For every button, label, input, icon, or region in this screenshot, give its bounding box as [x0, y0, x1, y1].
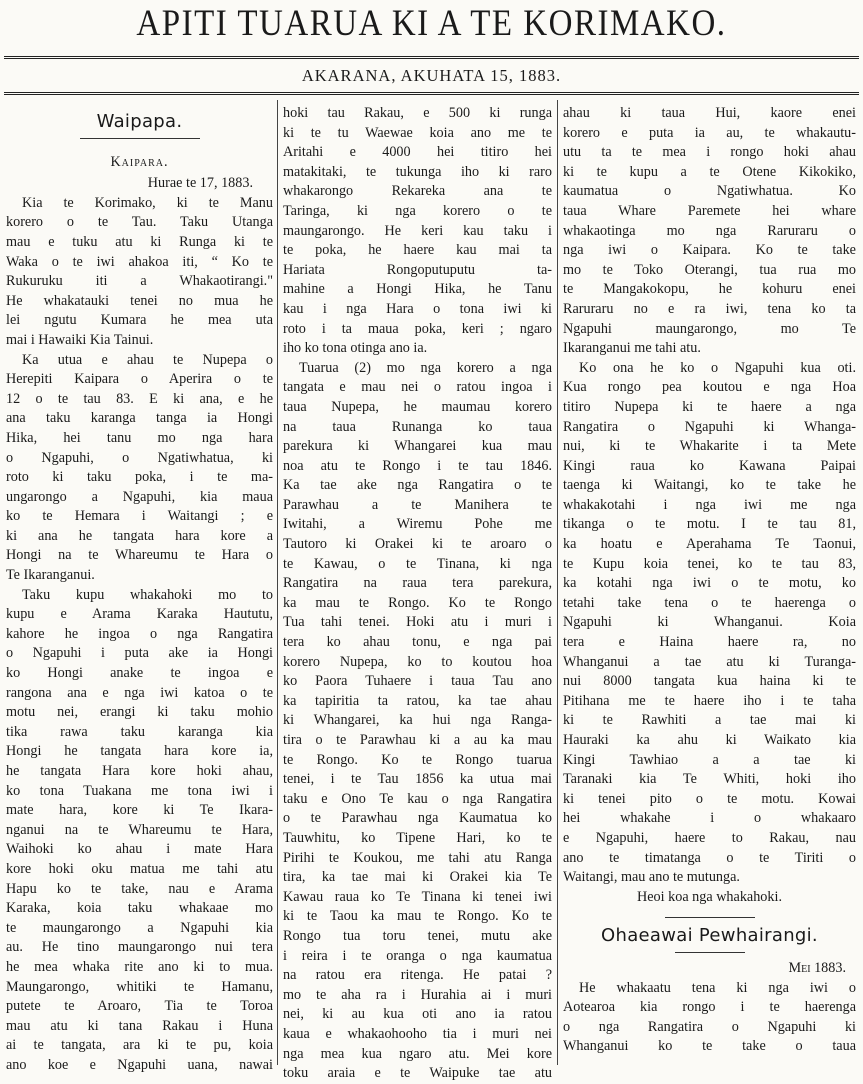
text-line: na taua Runanga ko taua — [283, 418, 552, 435]
text-line: ungarongo a Ngapuhi, kia maua — [6, 488, 273, 505]
text-line: ano koe e Ngapuhi uana, nawai — [6, 1056, 273, 1073]
section-heading-ohaeawai: Ohaeawai Pewhairangi. — [601, 925, 818, 947]
text-line: Hongi he tangata hara kore ia, — [6, 743, 273, 760]
text-line: ai te tangata, ara ki te pu, koia — [6, 1037, 273, 1054]
column-divider-1 — [277, 100, 278, 1065]
text-line: ki te tu Waewae koia ano me te — [283, 124, 552, 141]
text-line: nga mea kua ngaro atu. Mei kore — [283, 1045, 552, 1062]
section-heading-waipapa: Waipapa. — [96, 111, 183, 132]
text-line: toku araia e te Waipuke tae atu — [283, 1065, 552, 1082]
text-line: roto ki taku poka, i te ma- — [6, 469, 273, 486]
heading-rule-2 — [675, 952, 745, 953]
section-rule — [665, 917, 755, 918]
text-line: hoki tau Rakau, e 500 ki runga — [283, 105, 552, 121]
text-line: He whakatauki tenei no mua he — [6, 292, 273, 309]
text-line: ahau ki taua Hui, kaore enei — [563, 105, 856, 121]
text-line: Hapu ko te take, nau e Arama — [6, 880, 273, 897]
text-line: Kingi Tawhiao a a tae ki — [563, 751, 856, 768]
text-line: Pirihi te Koukou, me tahi atu Ranga — [283, 849, 552, 866]
text-line: ka tapiritia ta ratou, ka tae ahau — [283, 692, 552, 709]
text-line: ki tenei pito o te motu. Kowai — [563, 790, 856, 807]
text-line: Raruraru no e ra iwi, tena ko ta — [563, 300, 856, 317]
text-line: Aotearoa kia rongo i te haerenga — [563, 999, 856, 1016]
text-line: Ka tae ake nga Rangatira o te — [283, 477, 552, 494]
text-line: ki te Taou ka mau te Rongo. Ko te — [283, 908, 552, 925]
text-line: nui, ki te Whakarite i ta Mete — [563, 438, 856, 455]
text-line: te Mangakokopu, he kohuru enei — [563, 281, 856, 298]
text-line: putete te Aroaro, Tia te Toroa — [6, 998, 273, 1015]
text-line: te Rongo. Ko te Rongo tuarua — [283, 751, 552, 768]
text-line: o te Parawhau nga Kaumatua ko — [283, 810, 552, 827]
text-line: o Ngapuhi, o Ngatiwhatua, ki — [6, 449, 273, 466]
text-line: Waihoki ko ahau i mate Hara — [6, 841, 273, 858]
text-line: ko Hongi anake te ingoa e — [6, 665, 273, 682]
text-line: he tangata Hara kore hoki ahau, — [6, 763, 273, 779]
dateline: AKARANA, AKUHATA 15, 1883. — [301, 66, 562, 85]
text-line: e Ngapuhi, haere to Rakau, nau — [563, 829, 856, 846]
text-line: te poka, he haere kau mai ta — [283, 242, 552, 259]
text-line: Waitangi, mau ano te mutunga. — [563, 869, 740, 886]
text-line: i reira i te oranga o nga kaumatua — [283, 947, 552, 964]
text-line: tika rawa taku karanga kia — [6, 723, 273, 740]
text-line: mai i Hawaiki Kia Tainui. — [6, 331, 154, 348]
text-line: maungarongo. He keri kau taku i — [283, 222, 552, 239]
masthead-rule — [4, 56, 859, 59]
text-line: Taku kupu whakahoki mo to — [22, 586, 273, 603]
text-line: kahore he ingoa o nga Rangatira — [6, 625, 273, 642]
text-line: ano te timatanga o te Tiriti o — [563, 849, 856, 866]
text-line: Ngapuhi maungarongo, mo Te — [563, 320, 856, 337]
column-1-text — [6, 194, 273, 1076]
text-line: ki Whangarei, ka hui nga Ranga- — [283, 712, 552, 729]
text-line: tenei, i te Tau 1856 ka utua mai — [283, 771, 552, 788]
text-line: he mea whaka rite ano ki to mua. — [6, 958, 273, 975]
column-3 — [563, 104, 856, 1064]
text-line: ki te Rawhiti a tae mai ki — [563, 712, 856, 729]
text-line: taenga ki Waitangi, ko te take he — [563, 477, 856, 494]
text-line: o Ngapuhi i puta ake ia Hongi — [6, 645, 273, 662]
text-line: Tuarua (2) mo nga korero a nga — [299, 359, 552, 376]
text-line: Herepiti Kaipara o Aperira o te — [6, 371, 273, 388]
text-line: motu nei, erangi ki taku mohio — [6, 704, 273, 721]
text-line: te Kawau, o te Tinana, ki nga — [283, 555, 552, 572]
article-date-2: Mei 1883. — [788, 959, 846, 976]
text-line: utu ta te mea i rongo hoki ahau — [563, 144, 856, 161]
text-line: Maungarongo, whitiki te Hamanu, — [6, 978, 273, 995]
heading-rule — [80, 138, 200, 139]
text-line: Hongi na te Whareumu te Hara o — [6, 547, 273, 564]
text-line: korero Nupepa, ko to koutou hoa — [283, 653, 552, 670]
sign-off: Heoi koa nga whakahoki. — [637, 888, 782, 905]
article-date: Hurae te 17, 1883. — [147, 175, 253, 192]
text-line: ana taku karanga tanga ia Hongi — [6, 410, 273, 427]
text-line: te maungarongo a Ngapuhi kia — [6, 919, 273, 936]
text-line: ka kotahi nga iwi o te motu, ko — [563, 575, 856, 592]
dateline-rule — [4, 92, 859, 95]
text-line: nui 8000 tangata kua haina ki te — [563, 673, 856, 690]
text-line: Kua rongo pea koutou e nga Hoa — [563, 379, 856, 396]
text-line: Ka utua e ahau te Nupepa o — [22, 351, 273, 368]
masthead-title: APITI TUARUA KI A TE KORIMAKO. — [136, 3, 727, 45]
text-line: tira, ka tae mai ki Orakei kia Te — [283, 869, 552, 886]
text-line: Whanganui a tae atu ki Turanga- — [563, 653, 856, 670]
text-line: ko tona Tuakana me tona iwi i — [6, 782, 273, 799]
text-line: Kia te Korimako, ki te Manu — [22, 194, 273, 211]
text-line: 12 o te tau 83. E ki ana, e he — [6, 390, 273, 407]
text-line: Ko ona he ko o Ngapuhi kua oti. — [579, 359, 856, 376]
text-line: tetahi take tena o te haerenga o — [563, 594, 856, 611]
text-line: Kawau raua ko Te Tinana ki tenei iwi — [283, 888, 552, 905]
text-line: mahine a Hongi Hika, he Tanu — [283, 281, 552, 298]
text-line: Ngapuhi ki Whanganui. Koia — [563, 614, 856, 631]
column-3-text — [563, 104, 856, 888]
text-line: te Kupu koia tenei, ko te tau 83, — [563, 555, 856, 572]
text-line: Te Ikaranganui. — [6, 567, 95, 584]
text-line: kaumatua o Ngatiwhatua. Ko — [563, 183, 856, 200]
text-line: Taranaki kia Te Whiti, hoki iho — [563, 771, 856, 788]
column-divider-2 — [557, 100, 558, 1065]
text-line: iho ko tona otinga ano ia. — [283, 340, 428, 357]
text-line: Whanganui ko te take o taua — [563, 1038, 856, 1055]
text-line: nga iwi o Kaipara. Ko te take — [563, 242, 856, 259]
text-line: whakakotahi i nga iwi me nga — [563, 496, 856, 513]
text-line: mau e tuku atu ki Runga ki te — [6, 233, 273, 250]
text-line: mau atu ki tana Rakau i Huna — [6, 1017, 273, 1034]
text-line: Rongo tua toru tenei, mutu ake — [283, 927, 552, 944]
text-line: He whakaatu tena ki nga iwi o — [579, 979, 856, 996]
text-line: ko te Hemara i Waitangi ; e — [6, 508, 273, 525]
text-line: Hika, hei tanu mo nga hara — [6, 429, 273, 446]
text-line: Iwitahi, a Wiremu Pohe me — [283, 516, 552, 533]
text-line: ki te kupu a te Otene Kikokiko, — [563, 163, 856, 180]
text-line: matakitaki, te tukunga iho ki raro — [283, 163, 552, 180]
text-line: Hauraki ka ahu ki Waikato kia — [563, 732, 856, 748]
text-line: korero o te Tau. Taku Utanga — [6, 214, 273, 231]
column-3-text-2 — [563, 979, 856, 1057]
text-line: Karaka, koia taku whakaae mo — [6, 900, 273, 917]
text-line: lei ngutu Kumara he mea uta — [6, 312, 273, 329]
text-line: Hariata Rongoputuputu ta- — [283, 261, 552, 278]
text-line: na ratou era ritenga. He patai ? — [283, 967, 552, 984]
place-name: Kaipara. — [110, 153, 169, 170]
text-line: mo te aha ra i Hurahia ai i muri — [283, 986, 552, 1003]
text-line: nganui na te Whareumu te Hara, — [6, 821, 273, 838]
text-line: Rangatira na raua tera parekura, — [283, 575, 552, 592]
text-line: Tua tahi tenei. Hoki atu i muri i — [283, 614, 552, 631]
text-line: Tautoro ki Orakei ki te aroaro o — [283, 536, 552, 553]
text-line: hei whakahe i o whakaaro — [563, 810, 856, 827]
text-line: Parawhau a te Manihera te — [283, 496, 552, 513]
text-line: taku e Ono Te kau o nga Rangatira — [283, 790, 552, 807]
text-line: tira o te Parawhau ki a au ka mau — [283, 732, 552, 748]
text-line: nei, ki au kua oti ano ia ratou — [283, 1006, 552, 1023]
text-line: au. He tino maungarongo nui tera — [6, 939, 273, 956]
text-line: Rangatira o Ngapuhi ki Whanga- — [563, 418, 856, 435]
text-line: Tauwhitu, ko Tipene Hari, ko te — [283, 829, 552, 846]
text-line: titiro Nupepa ki te haere a nga — [563, 398, 856, 415]
text-line: whakaotinga mo nga Raruraru o — [563, 222, 856, 239]
text-line: ki ana he tangata hara kore a — [6, 527, 273, 544]
text-line: kore hoki oku matua me tahi atu — [6, 860, 273, 877]
text-line: ko Paora Tuhaere i taua Tau ano — [283, 673, 552, 690]
text-line: kupu e Arama Karaka Haututu, — [6, 606, 273, 623]
text-line: ka hoatu e Aperahama Te Taonui, — [563, 536, 856, 553]
text-line: Aritahi e 4000 hei titiro hei — [283, 144, 552, 161]
text-line: roto i ta maua poka, keri ; ngaro — [283, 320, 552, 337]
text-line: kau i nga Hara o tona iwi ki — [283, 300, 552, 317]
text-line: Pitihana me te haere iho i te taha — [563, 692, 856, 709]
text-line: ka mau te Rongo. Ko te Rongo — [283, 594, 552, 611]
text-line: Taringa, ki nga korero o te — [283, 202, 552, 219]
column-2 — [283, 104, 552, 1082]
text-line: korero e puta ia au, te whakautu- — [563, 124, 856, 141]
text-line: Waka o te iwi ahakoa iti, “ Ko te — [6, 253, 273, 270]
text-line: whakarongo Rekareka ana te — [283, 183, 552, 200]
text-line: taua Whare Paremete hei whare — [563, 202, 856, 219]
text-line: tangata e mau nei o ratou ingoa i — [283, 379, 552, 396]
text-line: tikanga o te motu. I te tau 81, — [563, 516, 856, 533]
text-line: Ikaranganui me tahi atu. — [563, 340, 701, 357]
text-line: Rukuruku iti a Whakaotirangi." — [6, 273, 273, 290]
text-line: o nga Rangatira o Ngapuhi ki — [563, 1018, 856, 1035]
text-line: kaua e whakaohooho tia i muri nei — [283, 1025, 552, 1042]
text-line: tera e Haina haere ra, no — [563, 634, 856, 651]
text-line: rangona ana e nga iwi katoa o te — [6, 684, 273, 701]
text-line: mate hara, kore ki Te Ikara- — [6, 802, 273, 819]
text-line: parekura ki Whangarei kua mau — [283, 438, 552, 455]
text-line: tera ko ahau tonu, e nga pai — [283, 634, 552, 651]
text-line: taua Nupepa, he maumau korero — [283, 398, 552, 415]
text-line: Kingi raua ko Kawana Paipai — [563, 457, 856, 474]
column-1 — [6, 104, 273, 1073]
text-line: mo te Toko Oterangi, tua rua mo — [563, 261, 856, 278]
text-line: noa atu te Rongo i te tau 1846. — [283, 457, 552, 474]
column-2-text — [283, 104, 552, 1084]
